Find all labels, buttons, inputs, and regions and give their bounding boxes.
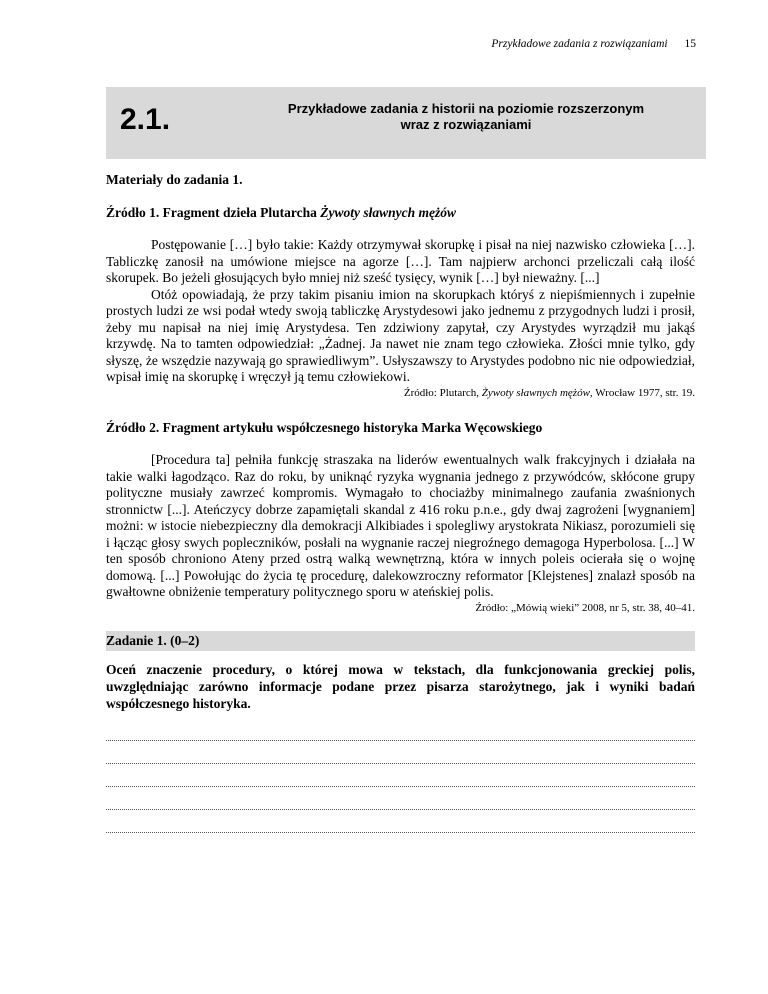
source1-heading-work: Żywoty sławnych mężów — [320, 204, 456, 220]
source1-paragraph1: Postępowanie […] było takie: Każdy otrzymywał skorupkę i pisał na niej nazwisko człowieka […]. Tabliczkę zanosił na umówione miejsce na agorze […]. Tam najpierw archonci przeliczali całą ilość skorupek. Bo jeżeli głosujących było mniej niż sześć tysięcy, wynik […] był nieważny. [...] — [106, 237, 695, 285]
answer-line[interactable] — [106, 787, 695, 810]
source1-citation-prefix: Źródło: Plutarch, — [403, 386, 482, 399]
source1-heading-prefix: Źródło 1. Fragment dzieła Plutarcha — [106, 204, 321, 220]
section-number: 2.1. — [120, 103, 171, 136]
source1-paragraph2: Otóż opowiadają, że przy takim pisaniu imion na skorupkach któryś z niepiśmiennych i zupełnie prostych ludzi ze wsi podał wtedy swoją tabliczkę Arystydesowi jako jednemu z przygodnych ludzi i prosił, żeby mu napisał na niej imię Arystydesa. Ten zdziwiony zapytał, czy Arystydes wyrządził mu jakąś krzywdę. Na to tamten odpowiedział: „Żadnej. Ja nawet nie znam tego człowieka. Złości mnie tylko, gdy słyszę, że wszędzie nazywają go sprawiedliwym”. Usłyszawszy to Arystydes podobno nic nie odpowiedział, wpisał imię na skorupkę i wręczył ją temu człowiekowi. — [106, 286, 695, 384]
source2-heading: Źródło 2. Fragment artykułu współczesnego historyka Marka Węcowskiego — [106, 419, 543, 435]
task-question: Oceń znaczenie procedury, o której mowa w tekstach, dla funkcjonowania greckiej polis, uwzględniając zarówno informacje podane przez pisarza starożytnego, jak i wyniki badań współczesnego historyka. — [106, 661, 695, 711]
source1-heading — [106, 205, 695, 222]
answer-line[interactable] — [106, 718, 695, 741]
running-header — [491, 38, 696, 50]
answer-line[interactable] — [106, 810, 695, 833]
page-number: 15 — [684, 38, 696, 50]
source1-citation-suffix: , Wrocław 1977, str. 19. — [589, 386, 695, 399]
page-content — [106, 172, 695, 833]
source2-citation: Źródło: „Mówią wieki” 2008, nr 5, str. 38, 40–41. — [475, 601, 695, 614]
source1-citation-work: Żywoty sławnych mężów — [481, 386, 590, 399]
task-title: Zadanie 1. (0–2) — [106, 631, 695, 651]
section-title-line2: wraz z rozwiązaniami — [400, 117, 532, 132]
answer-line[interactable] — [106, 741, 695, 764]
section-title — [226, 101, 706, 133]
materials-heading: Materiały do zadania 1. — [106, 172, 243, 187]
source1-citation — [106, 386, 695, 400]
section-title-line1: Przykładowe zadania z historii na poziomie rozszerzonym — [287, 101, 645, 116]
answer-line[interactable] — [106, 764, 695, 787]
source2-paragraph: [Procedura ta] pełniła funkcję straszaka na liderów ewentualnych walk frakcyjnych i działała na takie walki łagodząco. Raz do roku, by uniknąć ryzyka wygnania jednego z przywódców, skłócone grupy polityczne musiały zawrzeć kompromis. Wymagało to chociażby minimalnego zaufania zwaśnionych stronnictw [...]. Ateńczycy dobrze zapamiętali skandal z 416 roku p.n.e., gdy dwaj zagrożeni [wygnaniem] możni: w istocie niebezpieczny dla demokracji Alkibiades i spolegliwy arystokrata Nikiasz, porozumieli się i łącząc głosy swych popleczników, posłali na wygnanie raczej niegroźnego demagoga Hyperbolosa. [...] W ten sposób chroniono Ateny przed ostrą walką wewnętrzną, która w innych poleis ocierała się o wojnę domową. [...] Powołując do życia tę procedurę, dalekowzroczny reformator [Klejstenes] znalazł sposób na gwałtowne obniżenie temperatury politycznego sporu w ateńskiej polis. — [106, 452, 695, 599]
running-title: Przykładowe zadania z rozwiązaniami — [491, 38, 668, 50]
section-banner — [106, 87, 706, 159]
answer-area[interactable] — [106, 718, 695, 833]
